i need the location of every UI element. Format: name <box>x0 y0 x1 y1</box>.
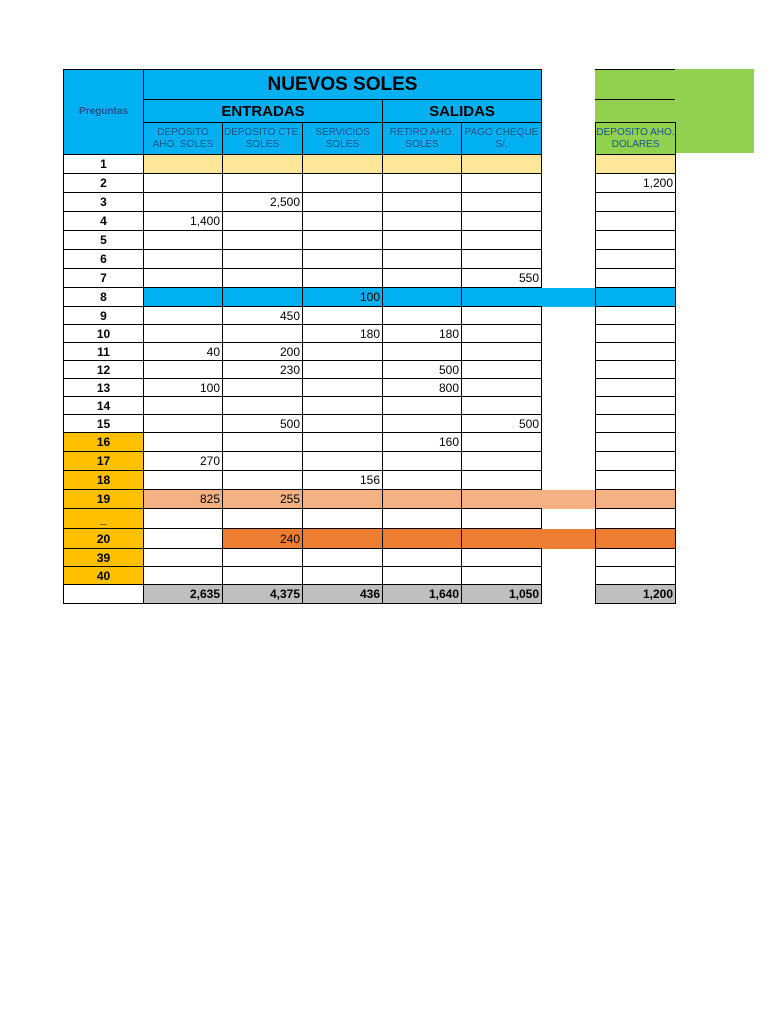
row-gap-fill <box>541 529 595 549</box>
right-data-cell[interactable] <box>595 432 676 452</box>
data-cell[interactable] <box>302 378 383 397</box>
right-data-cell[interactable] <box>595 211 676 231</box>
data-cell[interactable] <box>382 192 462 212</box>
data-cell[interactable] <box>222 548 303 567</box>
row-gap-fill <box>541 490 595 509</box>
right-data-cell[interactable] <box>595 566 676 585</box>
right-data-cell[interactable] <box>595 306 676 325</box>
data-cell[interactable] <box>382 470 462 490</box>
data-cell[interactable] <box>222 249 303 269</box>
data-cell[interactable]: 180 <box>382 324 462 343</box>
data-cell[interactable]: 40 <box>143 342 223 361</box>
data-cell[interactable] <box>461 154 542 174</box>
row-gap-fill <box>541 288 595 307</box>
data-cell[interactable] <box>302 414 383 433</box>
data-cell[interactable] <box>461 249 542 269</box>
green-header-line-mid <box>595 99 675 100</box>
data-cell[interactable] <box>461 432 542 452</box>
data-cell[interactable] <box>461 528 542 549</box>
total-cell[interactable]: 436 <box>302 584 383 604</box>
right-data-cell[interactable] <box>595 548 676 567</box>
data-cell[interactable] <box>222 566 303 585</box>
data-cell[interactable] <box>143 528 223 549</box>
data-cell[interactable] <box>302 249 383 269</box>
data-cell[interactable] <box>222 470 303 490</box>
data-cell[interactable] <box>382 173 462 193</box>
data-cell[interactable] <box>143 324 223 343</box>
data-cell[interactable] <box>461 287 542 307</box>
total-cell[interactable]: 4,375 <box>222 584 303 604</box>
data-cell[interactable] <box>302 566 383 585</box>
data-cell[interactable] <box>302 489 383 509</box>
data-cell[interactable]: 500 <box>222 414 303 433</box>
row-label[interactable]: 20 <box>63 528 144 549</box>
data-cell[interactable] <box>302 173 383 193</box>
data-cell[interactable] <box>222 508 303 529</box>
data-cell[interactable]: 500 <box>461 414 542 433</box>
data-cell[interactable] <box>302 396 383 415</box>
data-cell[interactable] <box>461 230 542 250</box>
row-label[interactable]: 8 <box>63 287 144 307</box>
data-cell[interactable] <box>382 342 462 361</box>
data-cell[interactable] <box>302 360 383 379</box>
row-label[interactable]: 1 <box>63 154 144 174</box>
data-cell[interactable] <box>461 360 542 379</box>
data-cell[interactable] <box>461 396 542 415</box>
data-cell[interactable] <box>382 249 462 269</box>
right-data-cell[interactable] <box>595 268 676 288</box>
row-label[interactable]: 9 <box>63 306 144 325</box>
right-data-cell[interactable] <box>595 360 676 379</box>
data-cell[interactable] <box>382 287 462 307</box>
salidas-header[interactable]: SALIDAS <box>382 99 542 123</box>
right-data-cell[interactable] <box>595 489 676 509</box>
data-cell[interactable] <box>222 230 303 250</box>
data-cell[interactable] <box>222 396 303 415</box>
data-cell[interactable] <box>302 342 383 361</box>
data-cell[interactable] <box>143 508 223 529</box>
data-cell[interactable] <box>222 324 303 343</box>
data-cell[interactable] <box>461 548 542 567</box>
right-data-cell[interactable] <box>595 470 676 490</box>
right-data-cell[interactable] <box>595 508 676 529</box>
total-cell[interactable]: 1,050 <box>461 584 542 604</box>
entradas-header[interactable]: ENTRADAS <box>143 99 383 123</box>
data-cell[interactable]: 825 <box>143 489 223 509</box>
right-data-cell[interactable] <box>595 342 676 361</box>
data-cell[interactable] <box>302 432 383 452</box>
data-cell[interactable] <box>222 268 303 288</box>
right-data-cell[interactable] <box>595 451 676 471</box>
right-data-cell[interactable] <box>595 154 676 174</box>
data-cell[interactable] <box>302 230 383 250</box>
data-cell[interactable] <box>302 211 383 231</box>
data-cell[interactable] <box>382 566 462 585</box>
data-cell[interactable] <box>382 154 462 174</box>
data-cell[interactable] <box>222 378 303 397</box>
data-cell[interactable] <box>461 306 542 325</box>
right-data-cell[interactable] <box>595 378 676 397</box>
row-label[interactable]: 10 <box>63 324 144 343</box>
data-cell[interactable]: 550 <box>461 268 542 288</box>
row-label[interactable]: 18 <box>63 470 144 490</box>
data-cell[interactable] <box>222 287 303 307</box>
right-data-cell[interactable] <box>595 396 676 415</box>
data-cell[interactable] <box>302 548 383 567</box>
right-data-cell[interactable] <box>595 287 676 307</box>
right-data-cell[interactable] <box>595 528 676 549</box>
data-cell[interactable] <box>302 306 383 325</box>
column-header-3[interactable]: SERVICIOS SOLES <box>302 122 383 155</box>
data-cell[interactable] <box>222 154 303 174</box>
data-cell[interactable] <box>302 154 383 174</box>
row-label[interactable]: 17 <box>63 451 144 471</box>
preguntas-header[interactable]: Preguntas <box>63 69 144 155</box>
data-cell[interactable]: 200 <box>222 342 303 361</box>
data-cell[interactable] <box>302 508 383 529</box>
data-cell[interactable] <box>382 548 462 567</box>
row-label[interactable]: 13 <box>63 378 144 397</box>
data-cell[interactable] <box>143 249 223 269</box>
row-label[interactable]: 7 <box>63 268 144 288</box>
row-label[interactable]: 6 <box>63 249 144 269</box>
data-cell[interactable] <box>143 173 223 193</box>
row-label[interactable]: 2 <box>63 173 144 193</box>
data-cell[interactable] <box>461 342 542 361</box>
right-data-cell[interactable] <box>595 414 676 433</box>
nuevos-soles-title[interactable]: NUEVOS SOLES <box>143 69 542 100</box>
data-cell[interactable] <box>143 268 223 288</box>
data-cell[interactable] <box>143 192 223 212</box>
data-cell[interactable] <box>461 489 542 509</box>
data-cell[interactable] <box>143 548 223 567</box>
data-cell[interactable] <box>461 378 542 397</box>
column-header-5[interactable]: PAGO CHEQUE S/. <box>461 122 542 155</box>
data-cell[interactable]: 2,500 <box>222 192 303 212</box>
data-cell[interactable] <box>461 470 542 490</box>
data-cell[interactable] <box>382 230 462 250</box>
data-cell[interactable] <box>302 451 383 471</box>
total-cell[interactable]: 2,635 <box>143 584 223 604</box>
data-cell[interactable] <box>143 432 223 452</box>
data-cell[interactable] <box>302 192 383 212</box>
row-label[interactable]: 40 <box>63 566 144 585</box>
data-cell[interactable] <box>461 508 542 529</box>
data-cell[interactable] <box>143 306 223 325</box>
row-label[interactable]: 12 <box>63 360 144 379</box>
data-cell[interactable] <box>461 173 542 193</box>
right-column-header[interactable]: DEPOSITO AHO. DOLARES <box>595 122 676 155</box>
data-cell[interactable]: 230 <box>222 360 303 379</box>
data-cell[interactable]: 240 <box>222 528 303 549</box>
right-data-cell[interactable] <box>595 230 676 250</box>
data-cell[interactable] <box>302 528 383 549</box>
row-label[interactable]: 14 <box>63 396 144 415</box>
data-cell[interactable] <box>382 396 462 415</box>
data-cell[interactable] <box>143 566 223 585</box>
data-cell[interactable] <box>382 528 462 549</box>
data-cell[interactable] <box>143 287 223 307</box>
column-header-2[interactable]: DEPOSITO CTE. SOLES <box>222 122 303 155</box>
data-cell[interactable] <box>143 230 223 250</box>
data-cell[interactable]: 1,400 <box>143 211 223 231</box>
data-cell[interactable] <box>461 211 542 231</box>
right-total-cell[interactable]: 1,200 <box>595 584 676 604</box>
total-cell[interactable]: 1,640 <box>382 584 462 604</box>
data-cell[interactable]: 180 <box>302 324 383 343</box>
data-cell[interactable]: 160 <box>382 432 462 452</box>
data-cell[interactable] <box>143 154 223 174</box>
row-label[interactable]: 39 <box>63 548 144 567</box>
data-cell[interactable] <box>143 396 223 415</box>
data-cell[interactable] <box>382 211 462 231</box>
totals-label-cell <box>63 584 144 604</box>
data-cell[interactable] <box>143 470 223 490</box>
column-header-1[interactable]: DEPOSITO AHO. SOLES <box>143 122 223 155</box>
row-label[interactable]: 15 <box>63 414 144 433</box>
data-cell[interactable] <box>222 211 303 231</box>
row-label[interactable]: 5 <box>63 230 144 250</box>
data-cell[interactable] <box>461 192 542 212</box>
data-cell[interactable]: 156 <box>302 470 383 490</box>
data-cell[interactable] <box>222 432 303 452</box>
row-label[interactable]: 16 <box>63 432 144 452</box>
row-label[interactable]: 4 <box>63 211 144 231</box>
column-header-4[interactable]: RETIRO AHO. SOLES <box>382 122 462 155</box>
right-data-cell[interactable] <box>595 192 676 212</box>
row-label[interactable]: _ <box>63 508 144 529</box>
data-cell[interactable] <box>382 414 462 433</box>
data-cell[interactable] <box>382 268 462 288</box>
data-cell[interactable]: 270 <box>143 451 223 471</box>
data-cell[interactable]: 255 <box>222 489 303 509</box>
data-cell[interactable] <box>143 414 223 433</box>
data-cell[interactable]: 500 <box>382 360 462 379</box>
row-label[interactable]: 11 <box>63 342 144 361</box>
row-label[interactable]: 19 <box>63 489 144 509</box>
green-header-line-top <box>595 69 675 70</box>
data-cell[interactable] <box>143 360 223 379</box>
data-cell[interactable] <box>382 306 462 325</box>
row-label[interactable]: 3 <box>63 192 144 212</box>
data-cell[interactable]: 100 <box>143 378 223 397</box>
data-cell[interactable]: 100 <box>302 287 383 307</box>
right-data-cell[interactable] <box>595 249 676 269</box>
data-cell[interactable]: 450 <box>222 306 303 325</box>
data-cell[interactable] <box>382 508 462 529</box>
data-cell[interactable] <box>382 451 462 471</box>
data-cell[interactable] <box>222 451 303 471</box>
data-cell[interactable] <box>302 268 383 288</box>
data-cell[interactable] <box>222 173 303 193</box>
right-data-cell[interactable] <box>595 324 676 343</box>
data-cell[interactable] <box>461 566 542 585</box>
data-cell[interactable]: 800 <box>382 378 462 397</box>
data-cell[interactable] <box>461 451 542 471</box>
right-data-cell[interactable]: 1,200 <box>595 173 676 193</box>
data-cell[interactable] <box>382 489 462 509</box>
data-cell[interactable] <box>461 324 542 343</box>
